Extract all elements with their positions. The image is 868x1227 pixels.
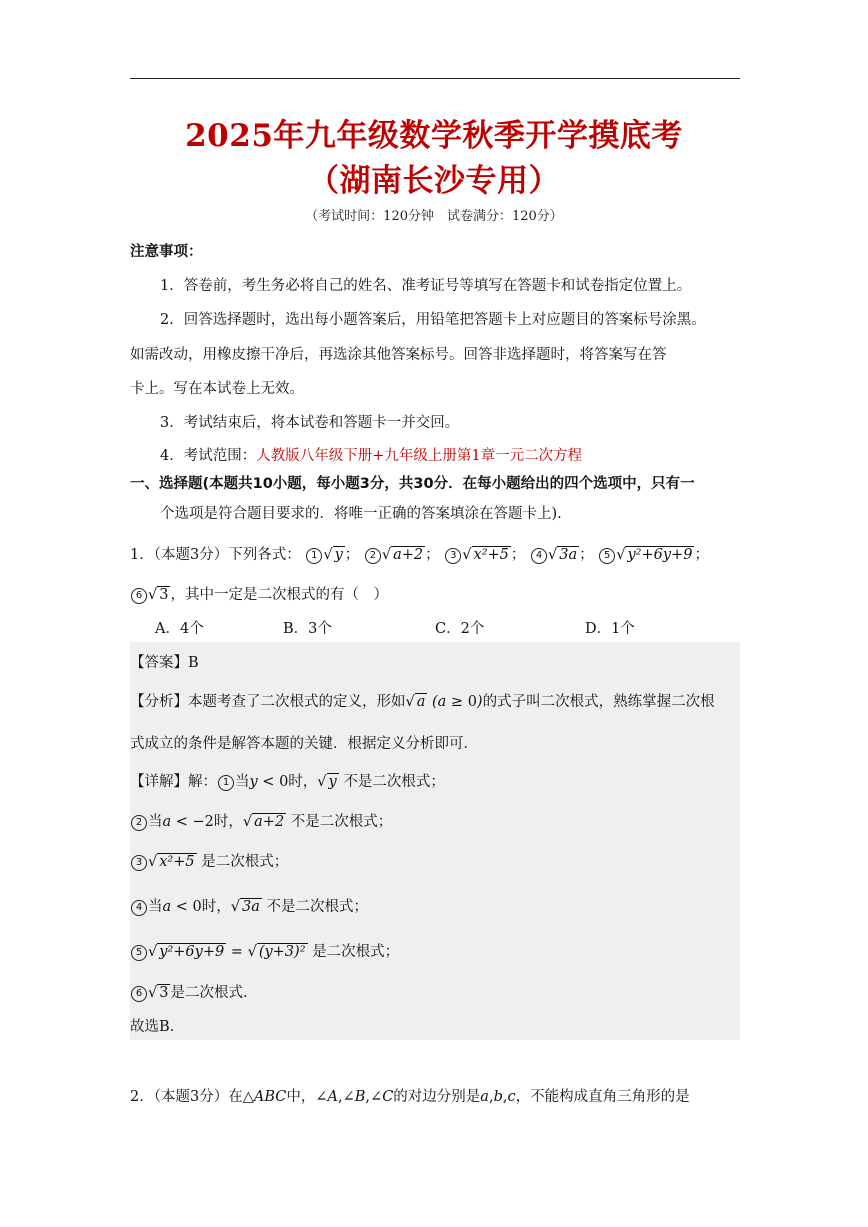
note-4-prefix: 4．考试范围： bbox=[160, 448, 257, 464]
q1-option-b: B．3个 bbox=[283, 621, 332, 637]
exam-title: 2025年九年级数学秋季开学摸底考 bbox=[185, 118, 683, 154]
detail-1: 【详解】解： 1 当y < 0时，√ y 不是二次根式； bbox=[130, 774, 445, 790]
circled-1-icon: 1 bbox=[306, 548, 322, 564]
expr-sqrt-3a: √ 3a bbox=[548, 547, 578, 563]
q2-stem-d: ，不能构成直角三角形的是 bbox=[515, 1089, 690, 1105]
detail-4: 4 当a < 0时，√ 3a 不是二次根式； bbox=[130, 895, 368, 916]
q2-stem: 2．（本题3分）在△ABC中，∠A,∠B,∠C的对边分别是a,b,c，不能构成直角三角形的是 bbox=[130, 1089, 690, 1105]
note-3: 3．考试结束后，将本试卷和答题卡一并交回。 bbox=[160, 415, 460, 431]
exam-info: （考试时间：120分钟 试卷满分：120分） bbox=[305, 209, 563, 224]
exam-scope: 人教版八年级下册+九年级上册第1章一元二次方程 bbox=[256, 448, 583, 464]
note-1: 1．答卷前，考生务必将自己的姓名、准考证号等填写在答题卡和试卷指定位置上。 bbox=[160, 278, 692, 294]
detail-2-c: 不是二次根式； bbox=[290, 814, 393, 830]
circled-4-icon: 4 bbox=[131, 900, 147, 916]
note-2b: 如需改动，用橡皮擦干净后，再选涂其他答案标号。回答非选择题时，将答案写在答 bbox=[130, 347, 667, 363]
circled-2-icon: 2 bbox=[131, 815, 147, 831]
section-heading: 一、选择题(本题共10小题，每小题3分，共30分．在每小题给出的四个选项中，只有一 bbox=[130, 476, 695, 492]
q2-stem-a: 2．（本题3分）在 bbox=[130, 1089, 243, 1105]
q2-stem-c: 的对边分别是 bbox=[393, 1089, 481, 1105]
detail-2-a: 当 bbox=[148, 814, 163, 830]
cond-y-neg: y bbox=[249, 774, 258, 790]
detail-3: 3 √ x²+5 是二次根式； bbox=[130, 850, 288, 871]
q1-stem-end bbox=[130, 583, 388, 604]
circled-2-icon: 2 bbox=[365, 548, 381, 564]
expr-sqrt-y2: √ y²+6y+9 bbox=[616, 547, 693, 563]
q1-option-d: D．1个 bbox=[585, 621, 635, 637]
q1-stem: 1．（本题3分）下列各式： 1 √ y ； 2 √ a+2 ； 3 √ x²+5 ； 4 √ 3a ； 5 √ y²+6y+9 ； bbox=[130, 547, 709, 563]
detail-6-text: 是二次根式． bbox=[170, 985, 258, 1001]
q1-analysis-line1 bbox=[130, 690, 715, 711]
detail-2-b: 时， bbox=[213, 814, 243, 830]
circled-5-icon: 5 bbox=[131, 945, 147, 961]
analysis-text-b: 的式子叫二次根式，熟练掌握二次根 bbox=[482, 694, 715, 710]
circled-3-icon: 3 bbox=[445, 548, 461, 564]
detail-prefix: 【详解】解： bbox=[130, 774, 217, 790]
note-2c: 卡上。写在本试卷上无效。 bbox=[130, 381, 304, 397]
detail-4-b: 时， bbox=[201, 899, 231, 915]
expr-sqrt-y: √ y bbox=[323, 547, 343, 563]
q1-option-a: A．4个 bbox=[155, 621, 204, 637]
exam-subtitle-region: （湖南长沙专用） bbox=[308, 163, 560, 199]
detail-3-text: 是二次根式； bbox=[201, 854, 289, 870]
expr-sqrt-3: √ 3 bbox=[148, 587, 169, 603]
circled-6-icon: 6 bbox=[131, 986, 147, 1002]
circled-6-icon: 6 bbox=[131, 588, 147, 604]
notes-heading: 注意事项： bbox=[130, 244, 203, 260]
analysis-text-a: 【分析】本题考查了二次根式的定义，形如 bbox=[130, 694, 406, 710]
header-rule bbox=[130, 78, 740, 79]
detail-1-b: 时， bbox=[288, 774, 318, 790]
q1-conclusion: 故选B． bbox=[130, 1019, 185, 1035]
q2-stem-b: 中， bbox=[286, 1089, 316, 1105]
note-4 bbox=[160, 444, 582, 465]
detail-4-a: 当 bbox=[148, 899, 163, 915]
circled-3-icon: 3 bbox=[131, 855, 147, 871]
q1-stem-end-text: ，其中一定是二次根式的有（ ） bbox=[170, 587, 388, 603]
expr-sqrt-a2: √ a+2 bbox=[381, 547, 424, 563]
q1-analysis-line2: 式成立的条件是解答本题的关键．根据定义分析即可． bbox=[130, 736, 478, 752]
q1-stem-prefix: 1．（本题3分）下列各式： bbox=[130, 547, 301, 563]
circled-1-icon: 1 bbox=[218, 775, 234, 791]
q1-answer: 【答案】B bbox=[130, 655, 199, 671]
detail-1-c: 不是二次根式； bbox=[343, 774, 445, 790]
detail-4-c: 不是二次根式； bbox=[266, 899, 368, 915]
detail-6: 6 √ 3 是二次根式． bbox=[130, 981, 257, 1002]
note-2a: 2．回答选择题时，选出每小题答案后，用铅笔把答题卡上对应题目的答案标号涂黑。 bbox=[160, 312, 706, 328]
detail-5: 5 √ y²+6y+9 = √ (y+3)² 是二次根式； bbox=[130, 940, 399, 961]
circled-5-icon: 5 bbox=[599, 548, 615, 564]
circled-4-icon: 4 bbox=[531, 548, 547, 564]
expr-sqrt-x2: √ x²+5 bbox=[462, 547, 509, 563]
expr-sqrt-a-cond: √ a (a ≥ 0) bbox=[405, 694, 483, 710]
detail-1-a: 当 bbox=[235, 774, 250, 790]
q1-option-c: C．2个 bbox=[435, 621, 485, 637]
detail-5-text: 是二次根式； bbox=[312, 944, 400, 960]
detail-2: 2 当a < −2时，√ a+2 不是二次根式； bbox=[130, 810, 392, 831]
section-note: 个选项是符合题目要求的．将唯一正确的答案填涂在答题卡上). bbox=[160, 506, 562, 522]
